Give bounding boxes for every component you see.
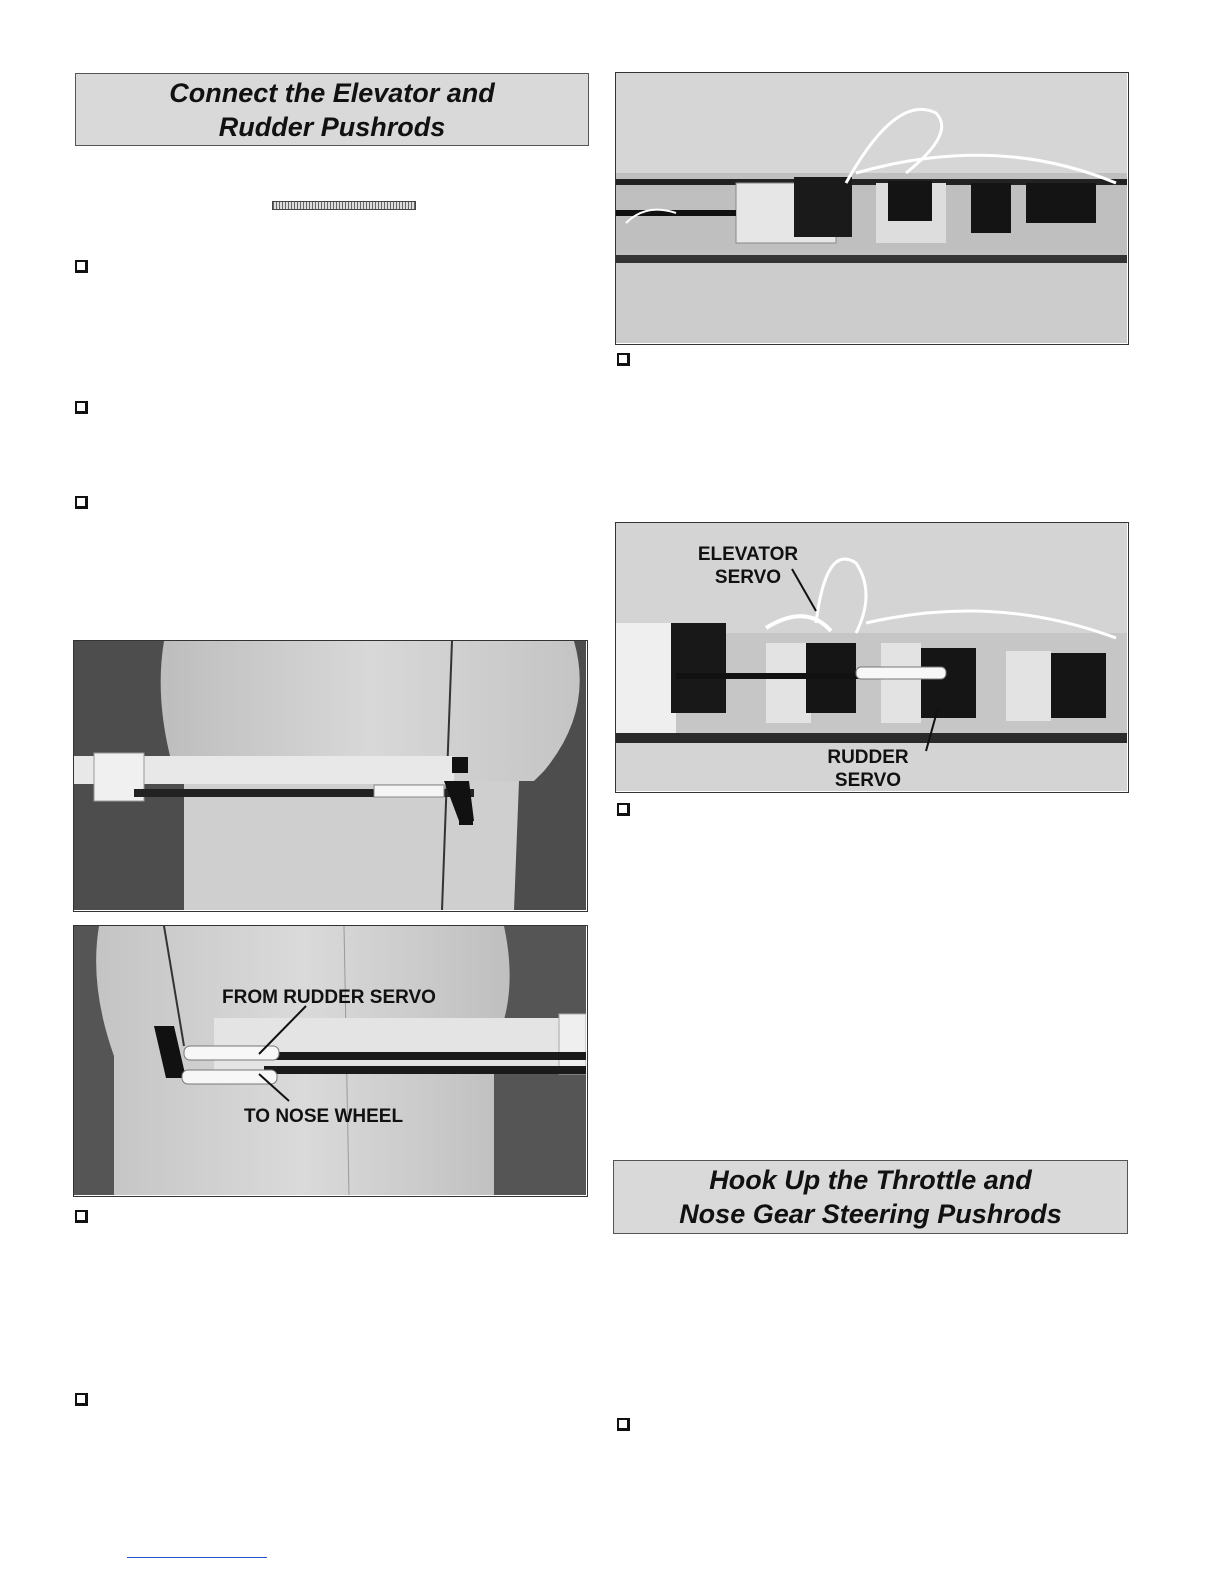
label-from-rudder-servo: FROM RUDDER SERVO — [222, 987, 436, 1008]
photo-tail-bottom — [73, 925, 588, 1197]
label-elevator-servo — [688, 543, 808, 589]
section-title-line2: Nose Gear Steering Pushrods — [679, 1199, 1062, 1229]
step-checkbox-4[interactable] — [75, 1210, 88, 1223]
section-title-line2: Rudder Pushrods — [218, 111, 446, 142]
step-checkbox-7[interactable] — [617, 803, 630, 816]
step-checkbox-6[interactable] — [617, 353, 630, 366]
photo-servo-tray-illustration — [616, 73, 1127, 343]
section-title-throttle-nose-gear — [613, 1160, 1128, 1234]
label-rudder-line2: SERVO — [834, 770, 902, 791]
label-rudder-servo — [808, 746, 928, 792]
threaded-rod-icon — [272, 201, 416, 210]
photo-tail-bottom-illustration — [74, 926, 586, 1195]
section-title-elevator-rudder — [75, 73, 589, 146]
step-checkbox-3[interactable] — [75, 496, 88, 509]
step-checkbox-5[interactable] — [75, 1393, 88, 1406]
section-title-line1: Connect the Elevator and — [169, 77, 495, 108]
footer-link-underline[interactable] — [127, 1557, 267, 1558]
step-checkbox-8[interactable] — [617, 1418, 630, 1431]
step-checkbox-1[interactable] — [75, 260, 88, 273]
label-rudder-line1: RUDDER — [827, 747, 909, 768]
label-elevator-line1: ELEVATOR — [697, 544, 799, 565]
photo-tail-top-illustration — [74, 641, 586, 910]
label-elevator-line2: SERVO — [714, 567, 782, 588]
step-checkbox-2[interactable] — [75, 401, 88, 414]
photo-tail-top — [73, 640, 588, 912]
section-title-line1: Hook Up the Throttle and — [709, 1165, 1032, 1195]
photo-servo-tray — [615, 72, 1129, 345]
label-to-nose-wheel: TO NOSE WHEEL — [244, 1106, 404, 1127]
